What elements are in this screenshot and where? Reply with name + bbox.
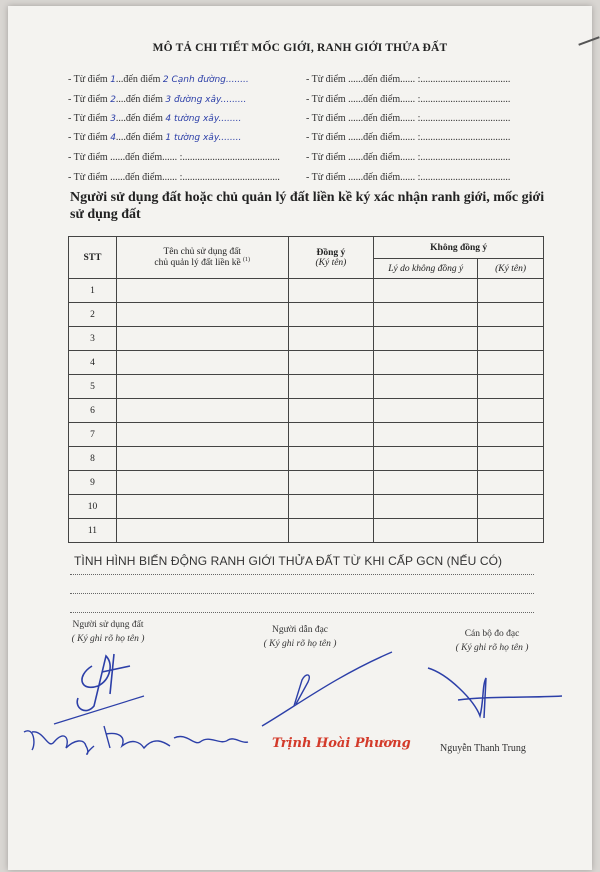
- table-row: 6: [69, 399, 544, 423]
- dotted-line: [70, 593, 534, 594]
- neighbor-table: [68, 236, 544, 543]
- signature-3-handwritten: [418, 660, 568, 730]
- table-row: 4: [69, 351, 544, 375]
- boundary-line-1: - Từ điểm 1...đến điểm 2 Cạnh đường........: [68, 74, 249, 85]
- dotted-line: [70, 612, 534, 613]
- signer-2-name-stamp: Trịnh Hoài Phương: [272, 736, 411, 751]
- table-row: 10: [69, 495, 544, 519]
- table-row: 5: [69, 375, 544, 399]
- signature-1-handwritten: [14, 646, 254, 766]
- signer-3-caption: Cán bộ đo đạc ( Ký ghi rõ họ tên ): [455, 629, 529, 653]
- section-heading: Người sử dụng đất hoặc chủ quản lý đất liền kề ký xác nhận ranh giới, mốc giới sử dụng đất: [70, 190, 545, 222]
- header-stt: STT: [69, 237, 117, 279]
- header-sign: (Ký tên): [478, 259, 544, 279]
- header-reason: Lý do không đồng ý: [374, 259, 478, 279]
- signature-2-handwritten: [256, 646, 406, 736]
- signer-1-caption: Người sử dụng đất ( Ký ghi rõ họ tên ): [71, 620, 145, 644]
- change-title: TÌNH HÌNH BIẾN ĐỘNG RANH GIỚI THỬA ĐẤT TỪ KHI CẤP GCN (NẾU CÓ): [74, 554, 503, 568]
- boundary-line-right-4: - Từ điểm ......đến điểm...... :....................................: [306, 132, 511, 143]
- signer-3-name: Nguyễn Thanh Trung: [440, 743, 526, 754]
- document-page: [8, 6, 592, 870]
- document-title: MÔ TẢ CHI TIẾT MỐC GIỚI, RANH GIỚI THỬA ĐẤT: [152, 42, 448, 54]
- table-row: 1: [69, 279, 544, 303]
- table-row: 8: [69, 447, 544, 471]
- header-disagree: Không đồng ý: [374, 237, 544, 259]
- boundary-line-right-5: - Từ điểm ......đến điểm...... :....................................: [306, 152, 511, 163]
- dotted-line: [70, 574, 534, 575]
- boundary-line-3: - Từ điểm 3....đến điểm 4 tường xây........: [68, 113, 242, 124]
- boundary-line-right-2: - Từ điểm ......đến điểm...... :....................................: [306, 94, 511, 105]
- header-agree: Đồng ý (Ký tên): [288, 237, 374, 279]
- boundary-line-right-6: - Từ điểm ......đến điểm...... :....................................: [306, 172, 511, 183]
- table-row: 11: [69, 519, 544, 543]
- boundary-line-2: - Từ điểm 2....đến điểm 3 đường xây.........: [68, 94, 247, 105]
- table-row: 7: [69, 423, 544, 447]
- table-row: 3: [69, 327, 544, 351]
- signer-2-caption: Người dẫn đạc ( Ký ghi rõ họ tên ): [263, 625, 337, 649]
- boundary-line-right-1: - Từ điểm ......đến điểm...... :....................................: [306, 74, 511, 85]
- boundary-line-4: - Từ điểm 4....đến điểm 1 tường xây........: [68, 132, 242, 143]
- boundary-line-5: - Từ điểm ......đến điểm...... :.......................................: [68, 152, 280, 163]
- table-row: 9: [69, 471, 544, 495]
- boundary-line-right-3: - Từ điểm ......đến điểm...... :....................................: [306, 113, 511, 124]
- table-row: 2: [69, 303, 544, 327]
- header-owner: Tên chủ sử dụng đất chủ quản lý đất liền kề $^{(1)}$: [116, 237, 288, 279]
- boundary-line-6: - Từ điểm ......đến điểm...... :.......................................: [68, 172, 280, 183]
